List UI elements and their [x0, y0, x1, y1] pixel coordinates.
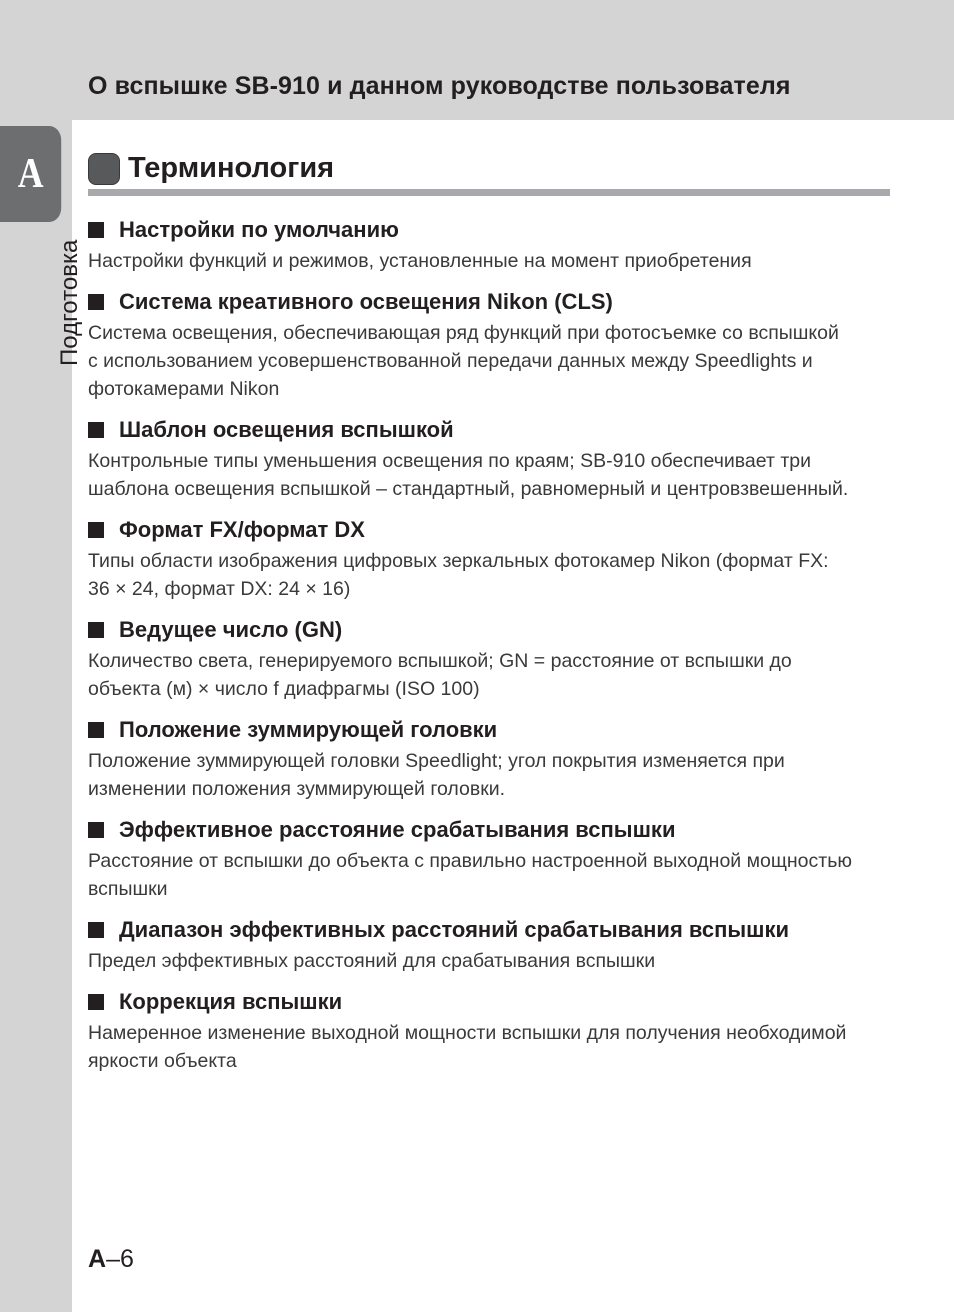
term-definition-line: Положение зуммирующей головки Speedlight; угол покрытия изменяется при [88, 750, 785, 772]
square-bullet-icon [88, 722, 104, 738]
page-number-suffix: –6 [106, 1245, 134, 1273]
term-definition-line: Предел эффективных расстояний для срабатывания вспышки [88, 950, 656, 972]
term-definition [88, 247, 888, 275]
term-entry [88, 513, 888, 603]
section-heading [88, 152, 334, 185]
term-entry [88, 213, 888, 275]
term-title: Диапазон эффективных расстояний срабатывания вспышки [119, 917, 790, 942]
term-definition-line: шаблона освещения вспышкой – стандартный, равномерный и центровзвешенный. [88, 478, 849, 500]
page-header-title: О вспышке SB-910 и данном руководстве пользователя [88, 72, 791, 100]
page-number-prefix: A [88, 1245, 107, 1273]
term-definition [88, 319, 888, 403]
term-definition [88, 447, 888, 503]
term-entry [88, 713, 888, 803]
page-number [88, 1245, 134, 1274]
term-definition [88, 847, 888, 903]
term-entry [88, 285, 888, 403]
term-definition [88, 747, 888, 803]
square-bullet-icon [88, 422, 104, 438]
term-definition-line: Система освещения, обеспечивающая ряд функций при фотосъемке со вспышкой [88, 322, 839, 344]
section-divider [88, 189, 890, 196]
term-title: Коррекция вспышки [119, 989, 343, 1014]
square-bullet-icon [88, 222, 104, 238]
square-bullet-icon [88, 994, 104, 1010]
term-definition [88, 547, 888, 603]
term-definition-line: вспышки [88, 878, 168, 900]
term-definition-line: объекта (м) × число f диафрагмы (ISO 100) [88, 678, 480, 700]
term-title: Формат FX/формат DX [119, 517, 365, 542]
section-title: Терминология [128, 152, 335, 184]
chapter-letter: A [17, 151, 44, 197]
term-definition-line: Настройки функций и режимов, установленные на момент приобретения [88, 250, 752, 272]
term-title: Ведущее число (GN) [119, 617, 343, 642]
term-title: Система креативного освещения Nikon (CLS) [119, 289, 613, 314]
term-definition-line: 36 × 24, формат DX: 24 × 16) [88, 578, 351, 600]
term-definition-line: Расстояние от вспышки до объекта с правильно настроенной выходной мощностью [88, 850, 852, 872]
term-definition-line: Типы области изображения цифровых зеркальных фотокамер Nikon (формат FX: [88, 550, 829, 572]
square-bullet-icon [88, 922, 104, 938]
term-definition-line: фотокамерами Nikon [88, 378, 280, 400]
square-bullet-icon [88, 294, 104, 310]
term-definition [88, 1019, 888, 1075]
term-definition [88, 947, 888, 975]
term-title: Эффективное расстояние срабатывания вспышки [119, 817, 676, 842]
term-definition-line: Контрольные типы уменьшения освещения по краям; SB-910 обеспечивает три [88, 450, 811, 472]
chapter-label: Подготовка [56, 239, 83, 366]
term-entry [88, 813, 888, 903]
term-definition-line: Количество света, генерируемого вспышкой; GN = расстояние от вспышки до [88, 650, 792, 672]
square-bullet-icon [88, 822, 104, 838]
term-title: Настройки по умолчанию [119, 217, 399, 242]
term-entry [88, 913, 888, 975]
chapter-tab [0, 126, 61, 222]
square-bullet-icon [88, 522, 104, 538]
term-entry [88, 413, 888, 503]
term-definition [88, 647, 888, 703]
term-title: Положение зуммирующей головки [119, 717, 498, 742]
term-definition-line: с использованием усовершенствованной передачи данных между Speedlights и [88, 350, 813, 372]
term-definition-line: яркости объекта [88, 1050, 237, 1072]
term-title: Шаблон освещения вспышкой [119, 417, 454, 442]
header-band [0, 0, 954, 120]
square-bullet-icon [88, 622, 104, 638]
term-definition-line: изменении положения зуммирующей головки. [88, 778, 506, 800]
term-entry [88, 985, 888, 1075]
term-entry [88, 613, 888, 703]
section-bullet-icon [88, 153, 120, 185]
term-list [88, 213, 888, 1085]
term-definition-line: Намеренное изменение выходной мощности вспышки для получения необходимой [88, 1022, 847, 1044]
